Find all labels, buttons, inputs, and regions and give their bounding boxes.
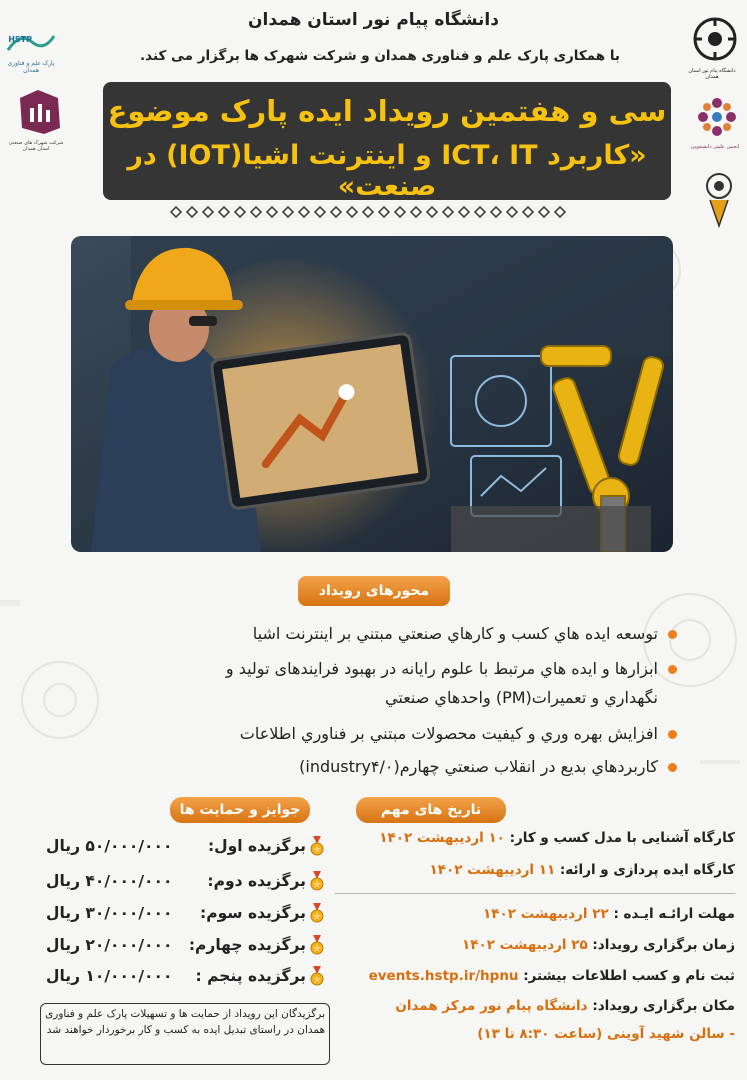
medal-icon bbox=[310, 836, 324, 856]
scientific-association-caption: انجمن علمی دانشجویی bbox=[690, 144, 740, 150]
axis-item-2: ابزارها و ايده هاي مرتبط با علوم رايانه در بهبود فرايندهای توليد و bbox=[77, 657, 677, 680]
collaboration-line: با همکاری پارک علم و فناوری همدان و شرکت شهرک ها برگزار می کند. bbox=[140, 48, 620, 64]
industrial-towns-caption: شرکت شهرک های صنعتی استان همدان bbox=[8, 140, 64, 152]
event-title: سی و هفتمین رویداد ایده پارک موضوع bbox=[107, 94, 667, 128]
divider-diamond bbox=[395, 207, 405, 217]
bullet-dot bbox=[668, 665, 677, 674]
hstp-logo bbox=[6, 30, 56, 74]
divider-diamond bbox=[443, 207, 453, 217]
location-row-detail: - سالن شهید آوینی (ساعت ۸:۳۰ تا ۱۳) bbox=[477, 1026, 735, 1042]
support-note: برگزیدگان این رویداد از حمایت ها و تسهیلات پارک علم و فناوری همدان در راستای تبدیل ایده به کسب و کار برخوردار خواهند شد bbox=[40, 1003, 330, 1065]
divider-diamond bbox=[267, 207, 277, 217]
divider-diamond bbox=[235, 207, 245, 217]
prizes-section-title: جوایز و حمایت ها bbox=[170, 797, 310, 823]
svg-text:HSTP: HSTP bbox=[8, 35, 32, 44]
industrial-towns-logo bbox=[8, 88, 64, 168]
divider-diamond bbox=[539, 207, 549, 217]
hstp-caption: پارک علم و فناوری همدان bbox=[7, 60, 55, 74]
axes-section-title: محورهای رویداد bbox=[298, 576, 450, 606]
date-row: زمان برگزاری رویداد: ۲۵ اردیبهشت ۱۴۰۲ bbox=[462, 937, 735, 953]
prize-row: برگزیده اول: ۵۰/۰۰۰/۰۰۰ ریال bbox=[46, 836, 324, 856]
location-row: مکان برگزاری رویداد: دانشگاه پیام نور مرکز همدان bbox=[395, 998, 735, 1014]
date-row: کارگاه آشنایی با مدل کسب و کار: ۱۰ اردیبهشت ۱۴۰۲ bbox=[379, 830, 735, 846]
divider-diamond bbox=[507, 207, 517, 217]
divider-diamond bbox=[171, 207, 181, 217]
bullet-dot bbox=[668, 730, 677, 739]
divider-diamond bbox=[251, 207, 261, 217]
divider-diamond bbox=[283, 207, 293, 217]
divider-diamond bbox=[315, 207, 325, 217]
prize-row: برگزیده دوم: ۴۰/۰۰۰/۰۰۰ ریال bbox=[46, 871, 324, 891]
divider-diamond bbox=[555, 207, 565, 217]
divider-diamond bbox=[363, 207, 373, 217]
divider-diamond bbox=[459, 207, 469, 217]
axis-item-1: توسعه ايده هاي كسب و كارهاي صنعتي مبتني بر اينترنت اشيا bbox=[77, 622, 677, 645]
prize-row: برگزیده پنجم : ۱۰/۰۰۰/۰۰۰ ریال bbox=[46, 966, 324, 986]
emblem-logo bbox=[698, 170, 738, 230]
axis-item-2-continuation: نگهداري و تعميرات(PM) واحدهاي صنعتي bbox=[385, 688, 658, 707]
prize-row: برگزیده سوم: ۳۰/۰۰۰/۰۰۰ ریال bbox=[46, 903, 324, 923]
divider-diamond bbox=[299, 207, 309, 217]
bullet-dot bbox=[668, 630, 677, 639]
event-subtitle: «کاربرد ICT، IT و اینترنت اشیا(IOT) در صنعت» bbox=[127, 140, 647, 202]
divider-diamond bbox=[203, 207, 213, 217]
university-name: دانشگاه پیام نور استان همدان bbox=[248, 10, 499, 30]
divider-diamond bbox=[491, 207, 501, 217]
divider-diamond bbox=[347, 207, 357, 217]
date-row: کارگاه ایده پردازی و ارائه: ۱۱ اردیبهشت ۱۴۰۲ bbox=[429, 862, 735, 878]
hero-photo bbox=[71, 236, 673, 552]
medal-icon bbox=[310, 966, 324, 986]
divider-diamond bbox=[331, 207, 341, 217]
scientific-association-logo bbox=[690, 94, 740, 158]
medal-icon bbox=[310, 903, 324, 923]
medal-icon bbox=[310, 935, 324, 955]
divider-diamond bbox=[219, 207, 229, 217]
divider bbox=[335, 893, 735, 894]
dates-section-title: تاریخ های مهم bbox=[356, 797, 506, 823]
payame-noor-caption: دانشگاه پیام نور استان همدان bbox=[688, 68, 736, 80]
divider-diamond bbox=[187, 207, 197, 217]
divider-diamond bbox=[475, 207, 485, 217]
diamond-divider bbox=[170, 206, 570, 218]
axis-item-3: افزايش بهره وري و كيفيت محصولات مبتني بر فناوري اطلاعات bbox=[77, 722, 677, 745]
bullet-dot bbox=[668, 763, 677, 772]
axis-item-4: كاربردهاي بديع در انقلاب صنعتي چهارم(industry۴/۰) bbox=[77, 755, 677, 778]
divider-diamond bbox=[523, 207, 533, 217]
divider-diamond bbox=[379, 207, 389, 217]
divider-diamond bbox=[411, 207, 421, 217]
prize-row: برگزیده چهارم: ۲۰/۰۰۰/۰۰۰ ریال bbox=[46, 935, 324, 955]
divider-diamond bbox=[427, 207, 437, 217]
registration-link[interactable]: events.hstp.ir/hpnu bbox=[368, 968, 519, 984]
medal-icon bbox=[310, 871, 324, 891]
date-row: مهلت ارائـه ایـده : ۲۲ اردیبهشت ۱۴۰۲ bbox=[483, 906, 735, 922]
payame-noor-logo bbox=[684, 14, 740, 86]
registration-row: ثبت نام و کسب اطلاعات بیشتر: events.hstp.ir/hpnu bbox=[368, 968, 735, 984]
